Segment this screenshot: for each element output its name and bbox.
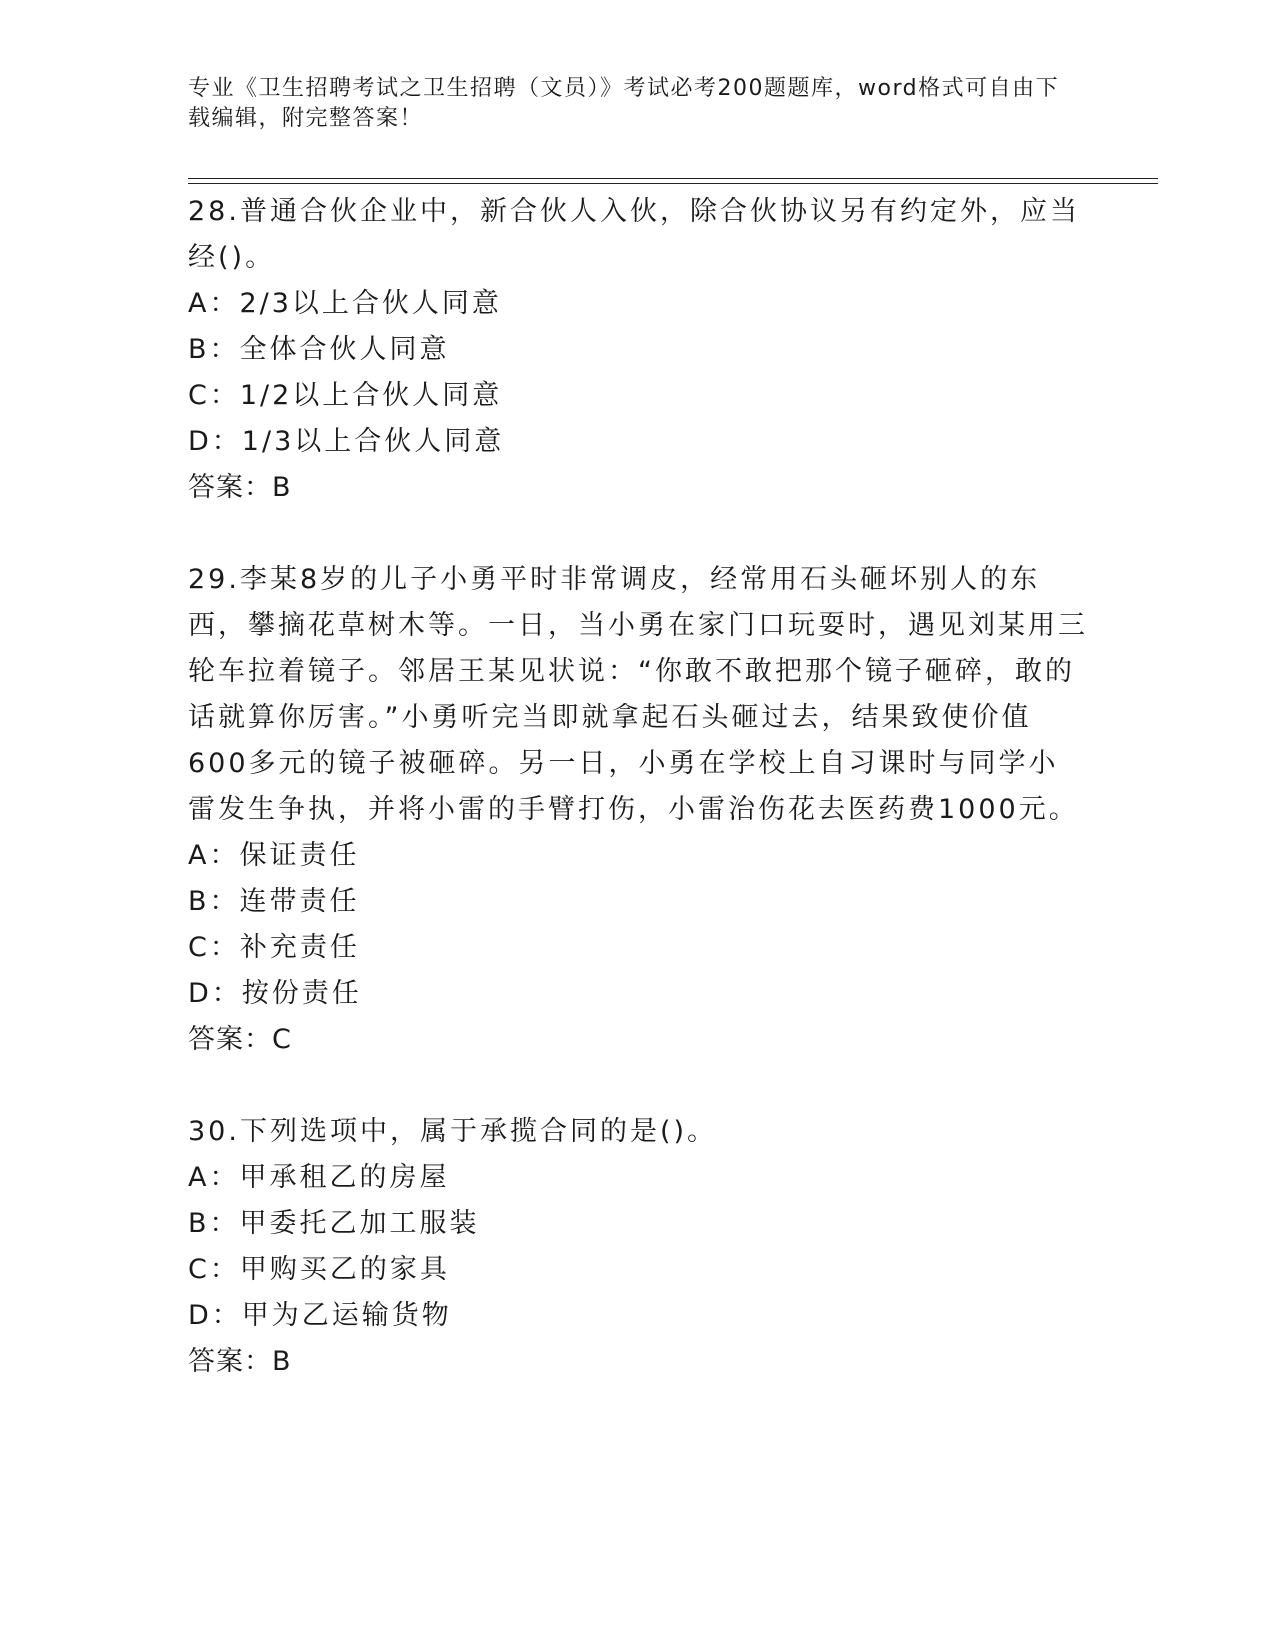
- question-stem: 30.下列选项中，属于承揽合同的是()。: [188, 1116, 718, 1147]
- answer-line: 答案：B: [188, 472, 292, 503]
- option-d: D：甲为乙运输货物: [188, 1300, 452, 1331]
- option-b: B：连带责任: [188, 886, 360, 917]
- option-d: D：1/3以上合伙人同意: [188, 426, 505, 457]
- document-header: 专业《卫生招聘考试之卫生招聘（文员）》考试必考200题题库，word格式可自由下载编辑，附完整答案！: [188, 76, 1060, 131]
- question-30: [188, 1109, 1088, 1385]
- option-d: D：按份责任: [188, 978, 362, 1009]
- option-a: A：保证责任: [188, 840, 360, 871]
- header-divider-top: [188, 178, 1158, 179]
- option-c: C：补充责任: [188, 932, 360, 963]
- option-b: B：甲委托乙加工服装: [188, 1208, 480, 1239]
- header-divider-bottom: [188, 183, 1158, 184]
- option-c: C：甲购买乙的家具: [188, 1254, 450, 1285]
- option-a: A：甲承租乙的房屋: [188, 1162, 450, 1193]
- option-b: B：全体合伙人同意: [188, 334, 450, 365]
- answer-line: 答案：C: [188, 1024, 292, 1055]
- question-29: [188, 557, 1088, 1063]
- option-a: A：2/3以上合伙人同意: [188, 288, 502, 319]
- question-28: [188, 189, 1088, 511]
- question-stem: 29.李某8岁的儿子小勇平时非常调皮，经常用石头砸坏别人的东西，攀摘花草树木等。一日，当小勇在家门口玩耍时，遇见刘某用三轮车拉着镜子。邻居王某见状说：“你敢不敢把那个镜子砸碎，敢的话就算你厉害。”小勇听完当即就拿起石头砸过去，结果致使价值600多元的镜子被砸碎。另一日，小勇在学校上自习课时与同学小雷发生争执，并将小雷的手臂打伤，小雷治伤花去医药费1000元。: [188, 564, 1088, 825]
- question-stem: 28.普通合伙企业中，新合伙人入伙，除合伙协议另有约定外，应当经()。: [188, 196, 1080, 273]
- answer-line: 答案：B: [188, 1346, 292, 1377]
- option-c: C：1/2以上合伙人同意: [188, 380, 503, 411]
